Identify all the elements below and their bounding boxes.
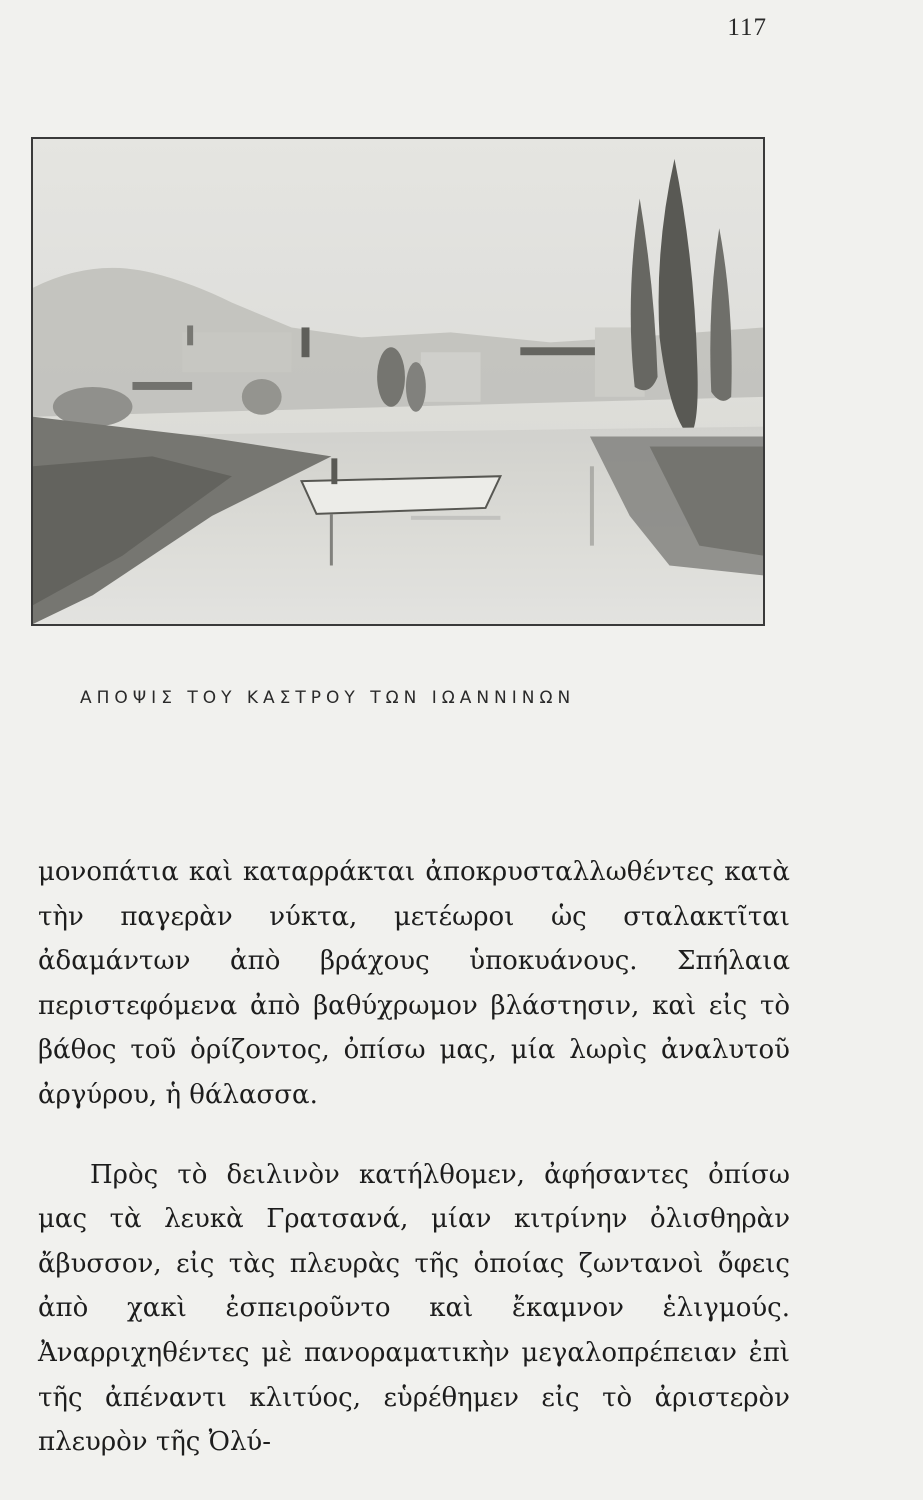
paragraph: Πρὸς τὸ δειλινὸν κατήλθομεν, ἀφήσαντες ὀπίσω μας τὰ λευκὰ Γρατσανά, μίαν κιτρίνην ὀλισθηρὰν ἄβυσσον, εἰς τὰς πλευρὰς τῆς ὁποίας ζωντανοὶ ὄφεις ἀπὸ χακὶ ἐσπειροῦντο καὶ ἔκαμνον ἑλιγμούς. Ἀναρριχηθέντες μὲ πανοραματικὴν μεγαλοπρέπειαν ἐπὶ τῆς ἀπέναντι κλιτύος, εὑρέθημεν εἰς τὸ ἀριστερὸν πλευρὸν τῆς Ὀλύ- <box>38 1159 790 1458</box>
body-text <box>38 850 790 1465</box>
castle-photograph <box>31 137 765 626</box>
page-number: 117 <box>727 14 767 41</box>
paragraph: μονοπάτια καὶ καταρράκται ἀποκρυσταλλωθέντες κατὰ τὴν παγερὰν νύκτα, μετέωροι ὡς σταλακτῖται ἀδαμάντων ἀπὸ βράχους ὑποκυάνους. Σπήλαια περιστεφόμενα ἀπὸ βαθύχρωμον βλάστησιν, καὶ εἰς τὸ βάθος τοῦ ὁρίζοντος, ὀπίσω μας, μία λωρὶς ἀναλυτοῦ ἀργύρου, ἡ θάλασσα. <box>38 857 790 1110</box>
figure-caption: ΑΠΟΨΙΣ ΤΟΥ ΚΑΣΤΡΟΥ ΤΩΝ ΙΩΑΝΝΙΝΩΝ <box>80 688 576 708</box>
